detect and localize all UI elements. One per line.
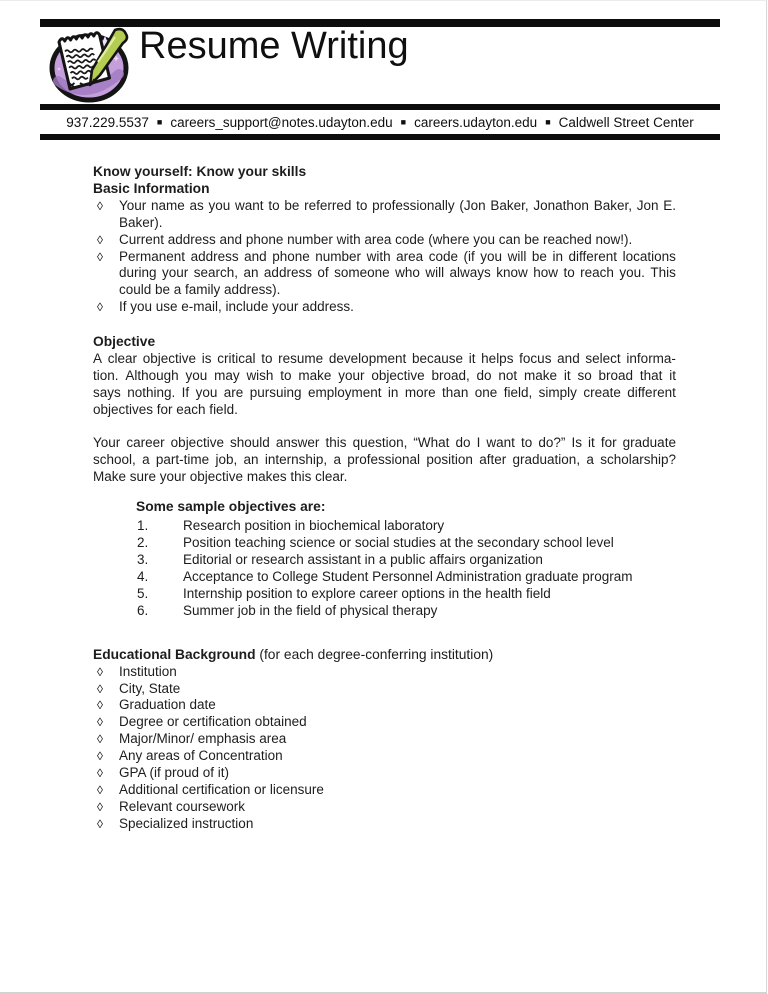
bullet-item — [93, 249, 676, 300]
word: with — [366, 248, 391, 264]
word: question, — [352, 434, 408, 450]
word: in — [552, 248, 563, 264]
item-number: 3. — [137, 552, 149, 568]
word: after — [479, 451, 507, 467]
word: clear — [107, 351, 137, 367]
word: simply — [538, 384, 577, 400]
word: tion. — [93, 367, 119, 383]
text-line: Additional certification or licensure — [119, 782, 324, 797]
word: it — [468, 351, 476, 367]
educational-background-section — [93, 647, 676, 833]
text-line: Baker). — [119, 214, 163, 230]
word: helps — [481, 351, 514, 367]
word: and — [557, 351, 580, 367]
word: create — [583, 384, 621, 400]
diamond-bullet-icon: ◊ — [97, 198, 103, 213]
text-line — [119, 265, 676, 282]
item-text: Research position in biochemical laboratory — [183, 518, 445, 534]
word: to — [280, 367, 292, 383]
numbered-item — [93, 535, 676, 552]
word: graduation, — [512, 451, 581, 467]
text-line: GPA (if proud of it) — [119, 765, 230, 781]
word: (if — [463, 248, 475, 264]
word: to — [356, 197, 368, 213]
word: wish — [246, 367, 274, 383]
text-line: Graduation date — [119, 697, 216, 713]
diamond-bullet-icon: ◊ — [97, 749, 103, 764]
word: are — [223, 384, 244, 400]
page-title: Resume Writing — [139, 25, 409, 67]
word: than — [442, 384, 469, 400]
educational-heading-bold: Educational Background — [93, 646, 256, 662]
word: who — [395, 265, 420, 281]
paragraph — [93, 351, 676, 419]
word: This — [650, 265, 676, 281]
word: you — [185, 367, 208, 383]
text-line: Relevant coursework — [119, 798, 246, 814]
item-number: 5. — [137, 585, 149, 601]
word: critical — [217, 351, 256, 367]
bullet-item — [93, 765, 676, 782]
section-heading-educational-background — [93, 647, 676, 664]
word: a — [142, 451, 150, 467]
word: want — [486, 434, 515, 450]
bullet-item — [93, 198, 676, 232]
word: may — [214, 367, 240, 383]
word: so — [577, 367, 592, 383]
word: a — [333, 451, 341, 467]
bullet-text — [119, 664, 676, 681]
bullet-text — [119, 299, 676, 316]
word: do — [455, 434, 471, 450]
word: will — [425, 265, 445, 281]
word: objective — [142, 351, 197, 367]
word: I — [476, 434, 481, 450]
word: be — [284, 197, 300, 213]
word: different — [568, 248, 618, 264]
word: an — [243, 265, 259, 281]
separator-square-icon: ■ — [545, 117, 551, 127]
word: job, — [215, 451, 238, 467]
bullet-item — [93, 714, 676, 731]
contact-line — [40, 111, 720, 134]
document-body — [93, 164, 676, 833]
word: (Jon — [459, 197, 486, 213]
word: broad — [598, 367, 634, 383]
word: it — [588, 434, 595, 450]
bullet-text — [119, 816, 676, 833]
word: Your — [119, 197, 147, 213]
bullet-text — [119, 198, 676, 232]
diamond-bullet-icon: ◊ — [97, 816, 103, 831]
text-line: Major/Minor/ emphasis area — [119, 731, 287, 747]
text-line — [93, 452, 676, 469]
word: be — [531, 248, 547, 264]
item-number: 4. — [137, 569, 149, 585]
notepad-pencil-icon — [42, 27, 134, 105]
word: Baker, — [490, 197, 529, 213]
word: that — [639, 367, 663, 383]
word: scholarship? — [600, 451, 676, 467]
word: professionally — [372, 197, 455, 213]
separator-square-icon: ■ — [156, 117, 163, 127]
word: this — [325, 434, 347, 450]
word: your — [338, 367, 365, 383]
word: name — [151, 197, 185, 213]
word: is — [201, 351, 212, 367]
item-text: Internship position to explore career options in the health field — [183, 585, 551, 601]
word: it — [669, 367, 676, 383]
section-heading-know-yourself: Know yourself: Know your skills — [93, 164, 307, 179]
word: know — [496, 265, 528, 281]
diamond-bullet-icon: ◊ — [97, 715, 103, 730]
word: not — [498, 367, 518, 383]
word: do — [476, 367, 492, 383]
word: for — [600, 434, 617, 450]
educational-heading-note: (for each degree-conferring institution) — [255, 646, 494, 662]
word: E. — [663, 197, 676, 213]
word: you — [195, 384, 218, 400]
text-line: Any areas of Concentration — [119, 748, 283, 764]
word: career — [126, 434, 165, 450]
word: address — [263, 265, 312, 281]
word: Baker, — [593, 197, 632, 213]
word: part-time — [155, 451, 210, 467]
text-line: Specialized instruction — [119, 815, 254, 831]
word: always — [449, 265, 491, 281]
word: as — [189, 197, 204, 213]
bullet-item — [93, 697, 676, 714]
diamond-bullet-icon: ◊ — [97, 232, 103, 247]
bullet-text — [119, 681, 676, 698]
word: to — [261, 351, 273, 367]
diamond-bullet-icon: ◊ — [97, 732, 103, 747]
contact-phone: 937.229.5537 — [66, 115, 149, 130]
word: answer — [275, 434, 320, 450]
bullet-item — [93, 232, 676, 249]
word: objective — [371, 367, 425, 383]
word: do?” — [538, 434, 566, 450]
contact-email: careers_support@notes.udayton.edu — [170, 115, 393, 130]
word: A — [93, 351, 103, 367]
word: make — [298, 367, 332, 383]
numbered-item — [93, 603, 676, 620]
numbered-item — [93, 552, 676, 569]
word: If — [181, 384, 190, 400]
word: and — [244, 248, 267, 264]
divider-bar-middle — [40, 104, 720, 110]
word: want — [235, 197, 264, 213]
word: different — [627, 384, 676, 400]
word: focus — [519, 351, 552, 367]
word: you. — [619, 265, 645, 281]
word: development — [328, 351, 407, 367]
basic-information-list — [93, 198, 676, 316]
word: graduate — [622, 434, 676, 450]
word: of — [317, 265, 329, 281]
text-line — [93, 435, 676, 452]
sample-objectives-section — [93, 499, 676, 619]
text-line: could be a family address). — [119, 282, 281, 298]
word: to — [563, 265, 575, 281]
diamond-bullet-icon: ◊ — [97, 300, 103, 315]
bullet-text — [119, 799, 676, 816]
bullet-text — [119, 748, 676, 765]
word: school, — [93, 451, 136, 467]
word: your — [161, 265, 189, 281]
text-line: City, State — [119, 680, 181, 696]
word: resume — [278, 351, 324, 367]
bullet-text — [119, 731, 676, 748]
educational-background-list — [93, 664, 676, 833]
word: internship, — [264, 451, 328, 467]
word: someone — [334, 265, 390, 281]
item-text: Acceptance to College Student Personnel Administration graduate program — [183, 569, 633, 585]
bullet-item — [93, 748, 676, 765]
sample-objectives-list — [93, 518, 676, 619]
text-line: objectives for each field. — [93, 401, 238, 417]
text-line: Current address and phone number with area code (where you can be reached now!). — [119, 231, 633, 247]
word: will — [507, 248, 527, 264]
item-number: 2. — [137, 535, 149, 551]
bullet-text — [119, 232, 676, 249]
word: professional — [347, 451, 421, 467]
text-line: Institution — [119, 663, 177, 679]
word: you — [480, 248, 503, 264]
separator-square-icon: ■ — [400, 117, 407, 127]
text-line: Make sure your objective makes this clear. — [93, 468, 348, 484]
text-line: Degree or certification obtained — [119, 714, 307, 730]
word: Jon — [636, 197, 659, 213]
word: to — [521, 434, 533, 450]
word: one — [474, 384, 498, 400]
word: field, — [503, 384, 533, 400]
section-heading-basic-information: Basic Information — [93, 180, 210, 196]
bullet-text — [119, 782, 676, 799]
numbered-item — [93, 518, 676, 535]
bullet-item — [93, 816, 676, 833]
divider-bar-bottom — [40, 134, 720, 140]
word: in — [387, 384, 399, 400]
word: it — [563, 367, 571, 383]
word: more — [404, 384, 436, 400]
item-text: Summer job in the field of physical therapy — [183, 602, 438, 618]
word: how — [533, 265, 558, 281]
contact-website: careers.udayton.edu — [414, 115, 538, 130]
diamond-bullet-icon: ◊ — [97, 664, 103, 679]
text-line — [93, 351, 676, 368]
text-line — [93, 368, 676, 385]
item-text: Position teaching science or social studies at the secondary school level — [183, 535, 614, 551]
word: reach — [580, 265, 614, 281]
item-number: 6. — [137, 602, 149, 618]
word: pursuing — [249, 384, 302, 400]
word: make — [524, 367, 558, 383]
bullet-text — [119, 249, 676, 300]
word: Is — [571, 434, 582, 450]
word: should — [230, 434, 270, 450]
item-number: 1. — [137, 518, 149, 534]
word: Your — [93, 434, 121, 450]
word: referred — [304, 197, 352, 213]
word: address — [190, 248, 239, 264]
diamond-bullet-icon: ◊ — [97, 249, 103, 264]
word: phone — [272, 248, 310, 264]
word: Permanent — [119, 248, 186, 264]
bullet-item — [93, 782, 676, 799]
bullet-text — [119, 697, 676, 714]
word: broad, — [431, 367, 470, 383]
bullet-item — [93, 731, 676, 748]
numbered-item — [93, 586, 676, 603]
bullet-item — [93, 799, 676, 816]
word: employment — [307, 384, 382, 400]
item-text: Editorial or research assistant in a public affairs organization — [183, 552, 543, 568]
bullet-item — [93, 299, 676, 316]
word: locations — [622, 248, 676, 264]
objective-paragraphs — [93, 351, 676, 485]
text-line: If you use e-mail, include your address. — [119, 299, 354, 315]
word: area — [396, 248, 424, 264]
diamond-bullet-icon: ◊ — [97, 698, 103, 713]
word: an — [243, 451, 259, 467]
word: during — [119, 265, 157, 281]
text-line — [119, 249, 676, 266]
section-heading-objective: Objective — [93, 334, 156, 350]
numbered-item — [93, 569, 676, 586]
word: Jonathon — [533, 197, 589, 213]
contact-location: Caldwell Street Center — [558, 115, 694, 130]
word: nothing. — [127, 384, 176, 400]
text-line — [93, 385, 676, 402]
bullet-item — [93, 681, 676, 698]
word: informa- — [626, 351, 676, 367]
diamond-bullet-icon: ◊ — [97, 783, 103, 797]
word: select — [585, 351, 621, 367]
word: to — [268, 197, 280, 213]
word: objective — [170, 434, 224, 450]
word: search, — [193, 265, 238, 281]
word: says — [93, 384, 121, 400]
word: number — [315, 248, 362, 264]
header — [0, 1, 766, 147]
word: Although — [125, 367, 179, 383]
diamond-bullet-icon: ◊ — [97, 799, 103, 814]
bullet-item — [93, 664, 676, 681]
word: position — [426, 451, 473, 467]
word: a — [586, 451, 594, 467]
diamond-bullet-icon: ◊ — [97, 681, 103, 696]
word: you — [208, 197, 231, 213]
bullet-text — [119, 765, 676, 782]
word: code — [428, 248, 458, 264]
diamond-bullet-icon: ◊ — [97, 766, 103, 781]
paragraph — [93, 435, 676, 486]
word: “What — [413, 434, 450, 450]
bullet-text — [119, 714, 676, 731]
sample-objectives-heading: Some sample objectives are: — [136, 499, 326, 515]
word: because — [411, 351, 463, 367]
text-line — [119, 198, 676, 215]
